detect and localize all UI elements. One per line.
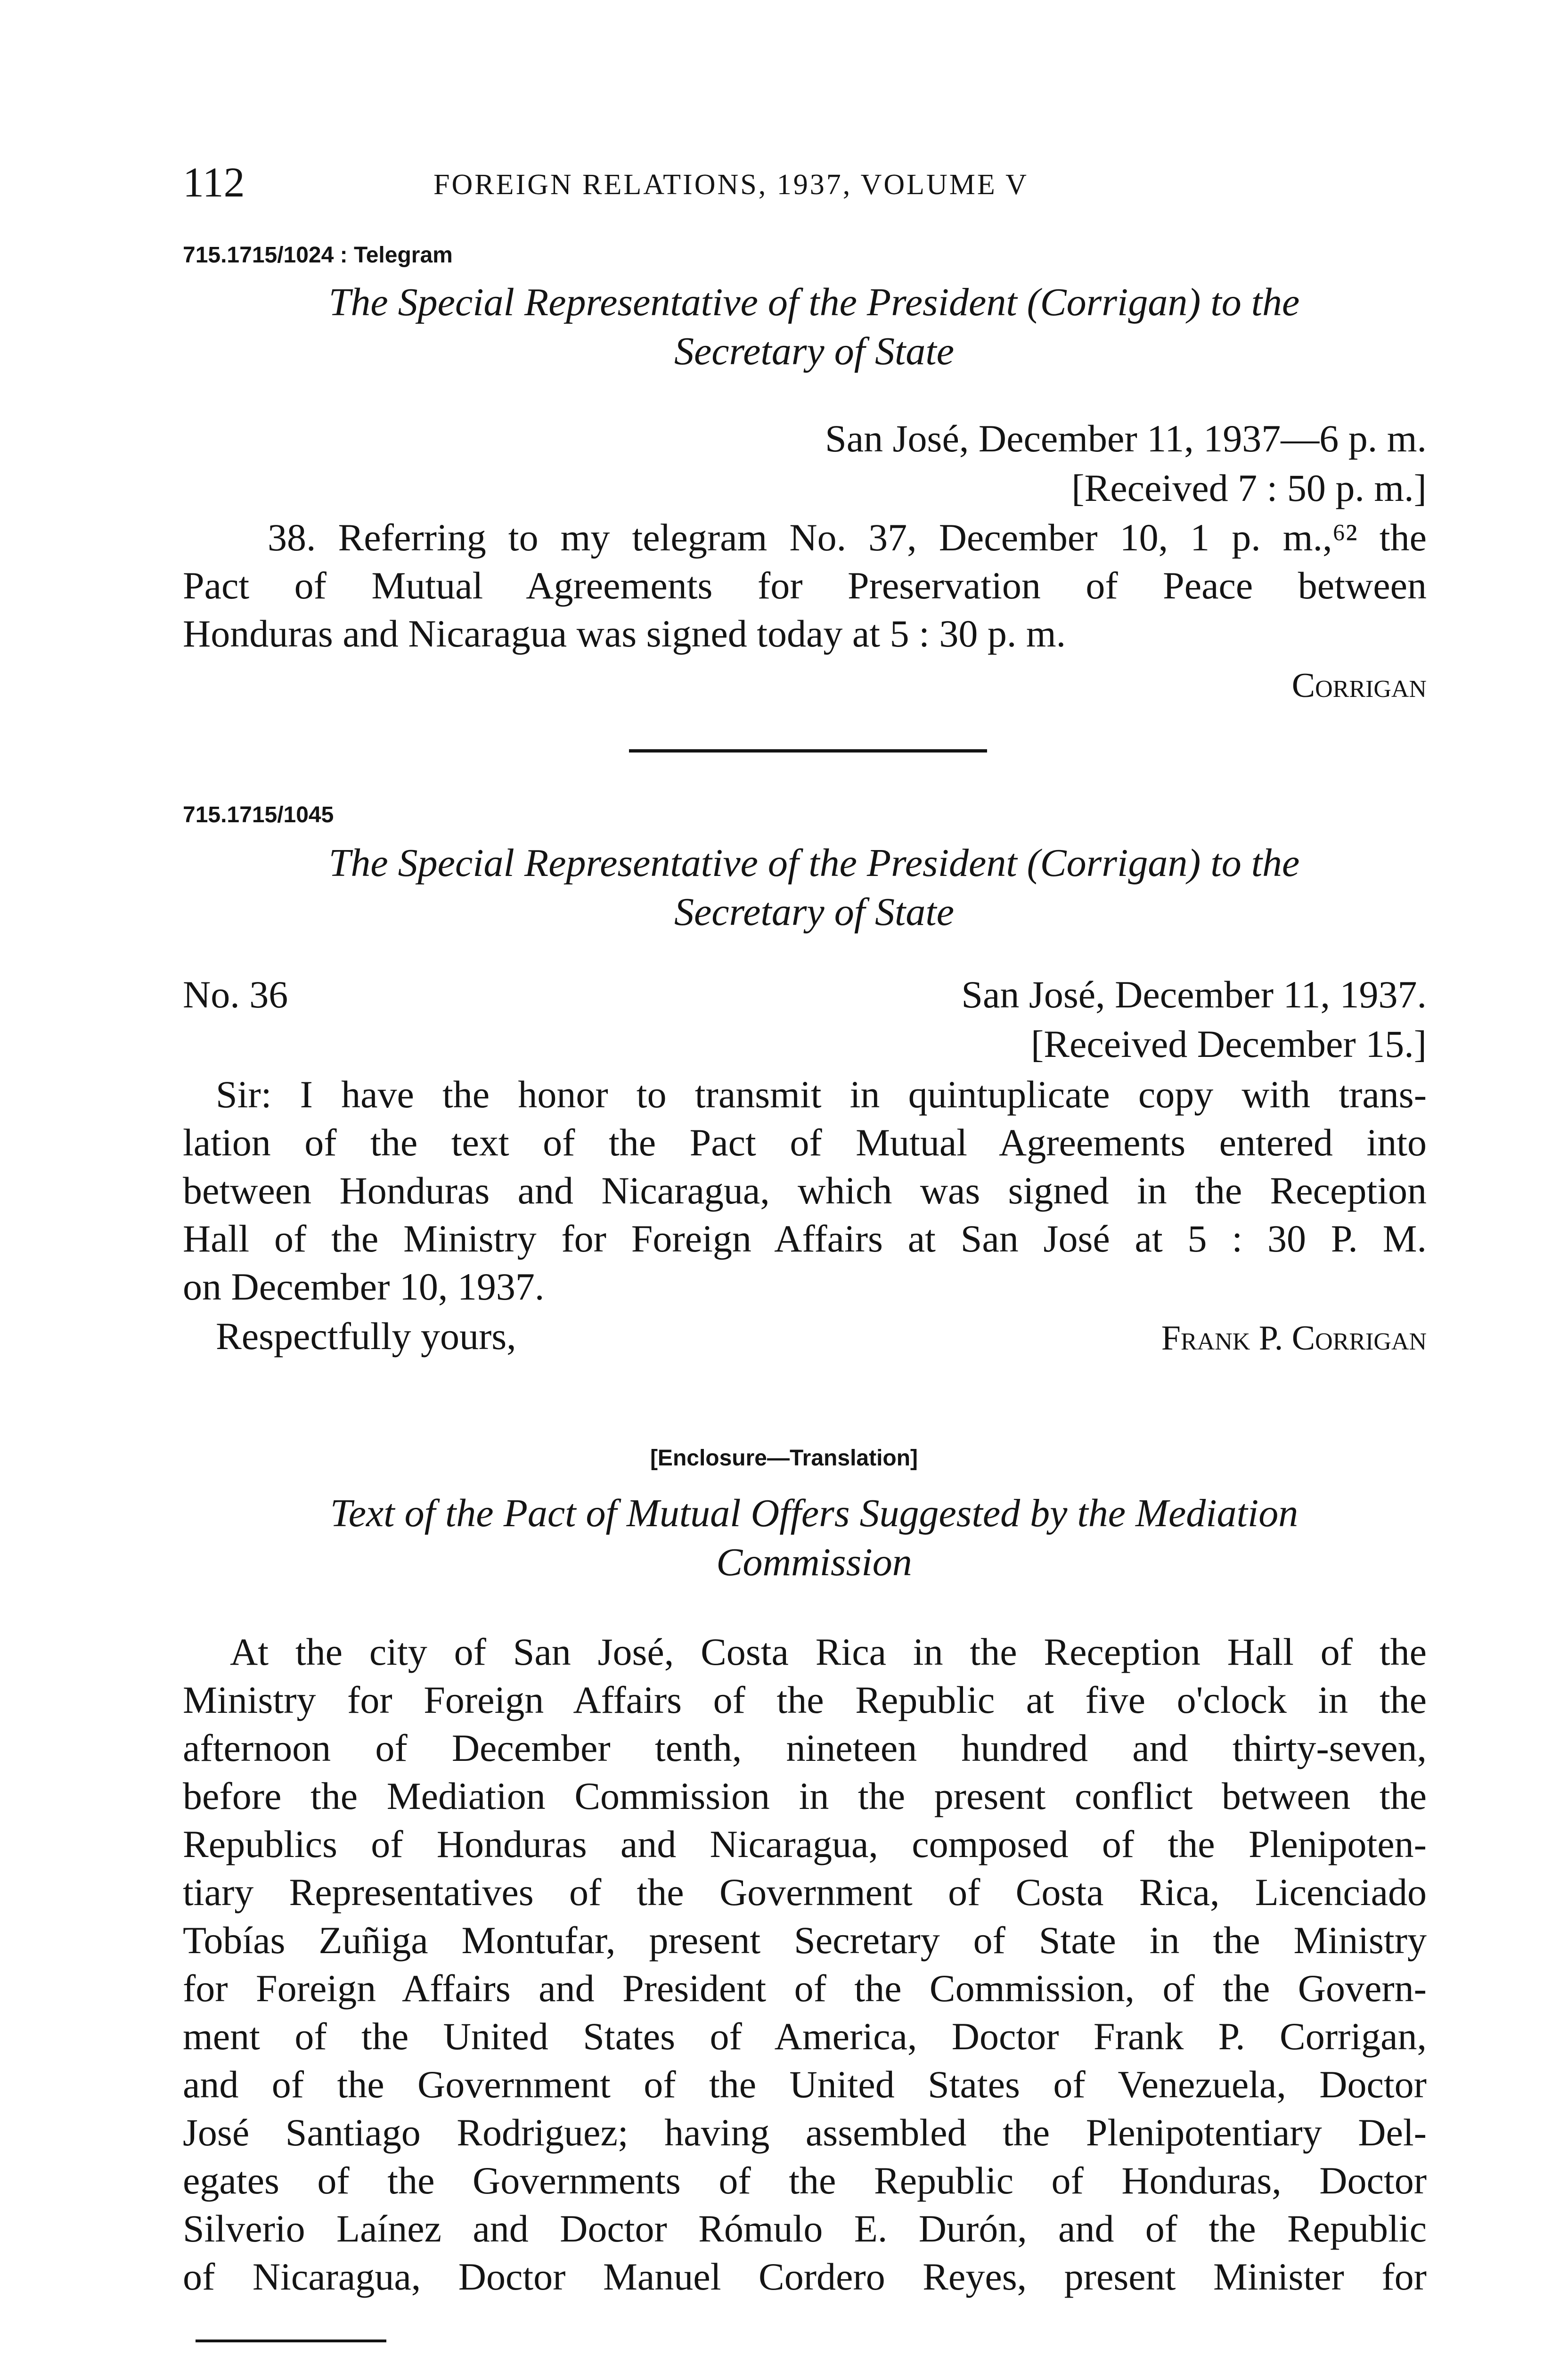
- text-line: Sir: I have the honor to transmit in quintuplicate copy with trans-: [216, 1073, 1427, 1116]
- text-line: José Santiago Rodriguez; having assembled the Plenipotentiary Del-: [183, 2111, 1427, 2154]
- text-line: for Foreign Affairs and President of the Commission, of the Govern-: [183, 1967, 1427, 2010]
- file-number: 715.1715/1024 : Telegram: [183, 243, 453, 268]
- text-line: Tobías Zuñiga Montufar, present Secretary of State in the Ministry: [183, 1919, 1427, 1962]
- text-line: between Honduras and Nicaragua, which was signed in the Reception: [183, 1169, 1427, 1212]
- running-title: FOREIGN RELATIONS, 1937, VOLUME V: [433, 169, 1029, 201]
- text-line: Pact of Mutual Agreements for Preservation of Peace between: [183, 564, 1427, 607]
- text-line: Honduras and Nicaragua was signed today at 5 : 30 p. m.: [183, 612, 1066, 655]
- title-line: The Special Representative of the President (Corrigan) to the: [328, 280, 1300, 324]
- file-number: 715.1715/1045: [183, 802, 334, 827]
- signature: Corrigan: [1291, 666, 1427, 705]
- text-line: Ministry for Foreign Affairs of the Republic at five o'clock in the: [183, 1678, 1427, 1721]
- title-line: Secretary of State: [674, 329, 955, 373]
- received-note: [Received 7 : 50 p. m.]: [1071, 466, 1427, 509]
- text-line: and of the Government of the United States of Venezuela, Doctor: [183, 2063, 1427, 2106]
- text-line: ment of the United States of America, Doctor Frank P. Corrigan,: [183, 2015, 1427, 2058]
- received-note: [Received December 15.]: [1030, 1023, 1427, 1065]
- title-line: Text of the Pact of Mutual Offers Suggested by the Mediation: [330, 1491, 1298, 1535]
- text-line: Hall of the Ministry for Foreign Affairs at San José at 5 : 30 P. M.: [183, 1217, 1427, 1260]
- enclosure-body: [183, 1628, 1427, 2301]
- enclosure-label: [Enclosure—Translation]: [650, 1446, 918, 1471]
- page-number: 112: [183, 159, 245, 206]
- text-line: afternoon of December tenth, nineteen hundred and thirty-seven,: [183, 1726, 1427, 1769]
- signature: Frank P. Corrigan: [1161, 1319, 1427, 1358]
- closing: Respectfully yours,: [216, 1315, 516, 1358]
- section-divider: [629, 749, 987, 753]
- title-line: Secretary of State: [674, 890, 955, 934]
- text-line: tiary Representatives of the Government of Costa Rica, Licenciado: [183, 1871, 1427, 1914]
- text-line: 38. Referring to my telegram No. 37, December 10, 1 p. m.,⁶² the: [268, 516, 1427, 559]
- text-line: before the Mediation Commission in the present conflict between the: [183, 1775, 1427, 1817]
- text-line: At the city of San José, Costa Rica in the Reception Hall of the: [230, 1630, 1427, 1673]
- text-line: of Nicaragua, Doctor Manuel Cordero Reyes, present Minister for: [183, 2255, 1427, 2298]
- enclosure-title: [183, 1489, 1446, 1587]
- dateline: San José, December 11, 1937.: [961, 973, 1427, 1016]
- document-title: [183, 839, 1446, 937]
- text-line: lation of the text of the Pact of Mutual Agreements entered into: [183, 1121, 1427, 1164]
- title-line: The Special Representative of the President (Corrigan) to the: [328, 841, 1300, 885]
- title-line: Commission: [716, 1540, 912, 1584]
- text-line: on December 10, 1937.: [183, 1265, 545, 1308]
- footnote-rule: [196, 2340, 386, 2342]
- text-line: Silverio Laínez and Doctor Rómulo E. Durón, and of the Republic: [183, 2207, 1427, 2250]
- telegram-body: [183, 514, 1427, 658]
- text-line: egates of the Governments of the Republic of Honduras, Doctor: [183, 2159, 1427, 2202]
- text-line: Republics of Honduras and Nicaragua, composed of the Plenipoten-: [183, 1823, 1427, 1865]
- despatch-body: [183, 1071, 1427, 1311]
- despatch-number: No. 36: [183, 973, 288, 1016]
- document-title: [183, 278, 1446, 376]
- dateline: San José, December 11, 1937—6 p. m.: [825, 417, 1427, 460]
